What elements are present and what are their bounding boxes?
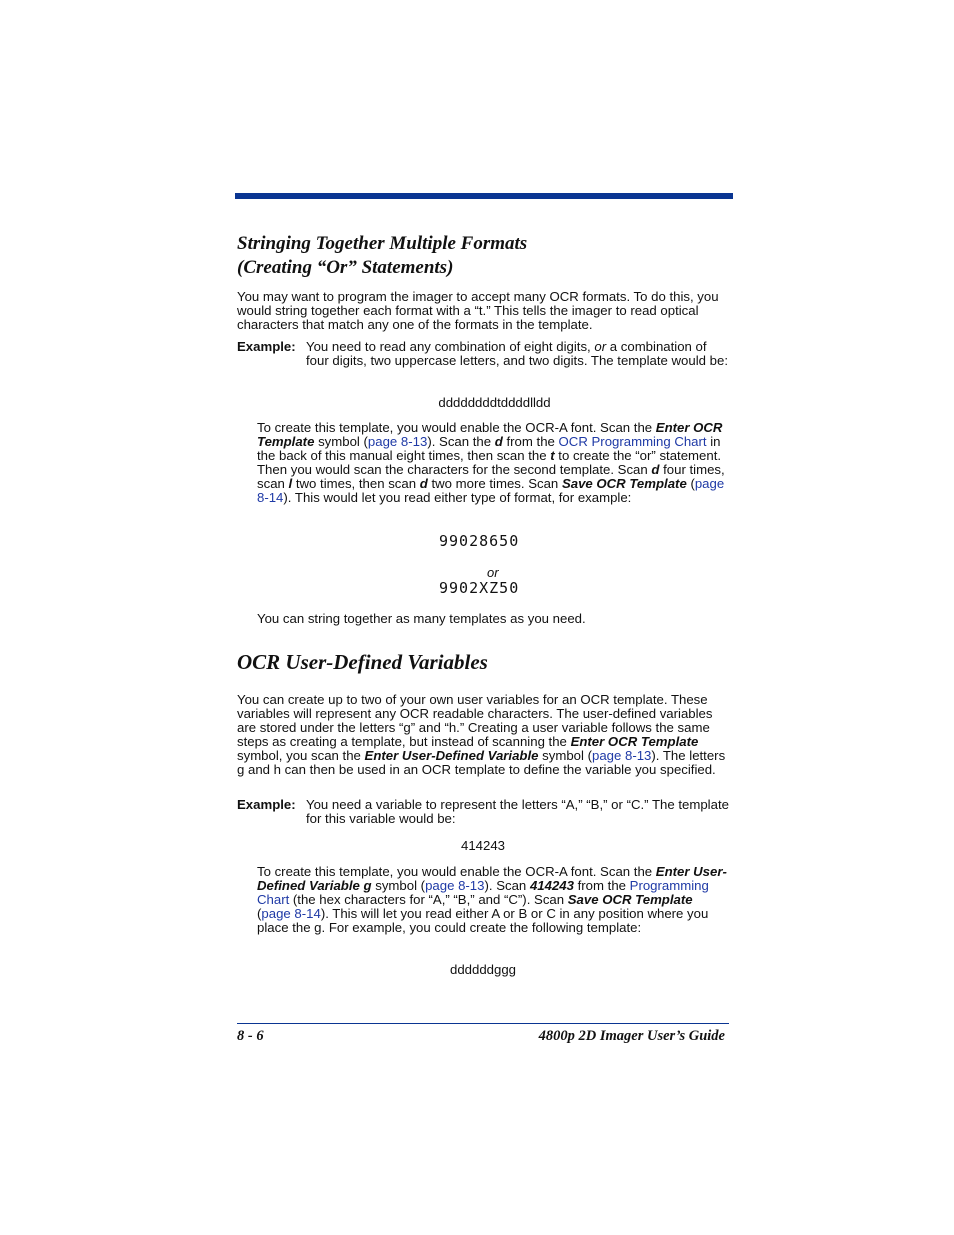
header-rule: [235, 193, 733, 199]
section-title-line-2: (Creating “Or” Statements): [237, 257, 454, 278]
variables-intro-paragraph: You can create up to two of your own user variables for an OCR template. These variables will represent any OCR readable characters. The user-defined variables are stored under the letters “g” and “h.” Creating a user variable follows the same steps as creating a template, but instead of scanning the Enter OCR Template symbol, you scan the Enter User-Defined Variable symbol (page 8-13). The letters g and h can then be used in an OCR template to define the variable you specified.: [237, 692, 726, 777]
programming-chart-link[interactable]: Programming Chart: [257, 878, 709, 907]
ocr-sample-1: 99028650: [439, 532, 520, 550]
page-link[interactable]: page 8-14: [261, 906, 321, 921]
ocr-programming-chart-link[interactable]: OCR Programming Chart: [558, 434, 707, 449]
variable-instruction-paragraph: To create this template, you would enable the OCR-A font. Scan the Enter User-Defined Variable g symbol (page 8-13). Scan 414243 from the Programming Chart (the hex characters for “A,” “B,” and “C”). Scan Save OCR Template (page 8-14). This will let you read either A or B or C in any position where you place the g. For example, you could create the following template:: [257, 864, 727, 935]
example-label: Example:: [237, 339, 296, 354]
section-title-ocr-variables: OCR User-Defined Variables: [237, 650, 488, 674]
page-link[interactable]: page 8-13: [367, 434, 428, 449]
page-number: 8 - 6: [237, 1028, 264, 1044]
instruction-paragraph: To create this template, you would enable the OCR-A font. Scan the Enter OCR Template symbol (page 8-13). Scan the d from the OCR Programming Chart in the back of this manual eight times, then scan the t to create the “or” statement. Then you would scan the characters for the second template. Scan d four times, scan l two times, then scan d two more times. Scan Save OCR Template (page 8-14). This would let you read either type of format, for example:: [257, 420, 725, 505]
section-title: [237, 232, 527, 280]
example-text: You need a variable to represent the letters “A,” “B,” or “C.” The template for this variable would be:: [306, 797, 729, 826]
example-text: You need to read any combination of eight digits, or a combination of four digits, two uppercase letters, and two digits. The template would be:: [306, 339, 728, 368]
guide-title: 4800p 2D Imager User’s Guide: [538, 1028, 725, 1044]
or-label: or: [487, 565, 499, 580]
intro-paragraph: You may want to program the imager to accept many OCR formats. To do this, you would string together each format with a “t.” This tells the imager to read optical characters that match any one of the formats in the template.: [237, 289, 719, 332]
variable-template-code: ddddddggg: [449, 962, 516, 977]
page-link[interactable]: page 8-13: [425, 878, 485, 893]
section-title-line-1: Stringing Together Multiple Formats: [237, 233, 528, 254]
closing-paragraph: You can string together as many templates as you need.: [257, 611, 586, 626]
template-code: ddddddddtddddlldd: [438, 395, 551, 410]
footer-rule: [237, 1023, 729, 1024]
page-link[interactable]: page 8-13: [591, 748, 652, 763]
page-link[interactable]: page 8-14: [257, 476, 725, 505]
ocr-sample-2: 9902XZ50: [439, 579, 520, 597]
hex-code: 414243: [460, 838, 505, 853]
example-label: Example:: [237, 797, 296, 812]
